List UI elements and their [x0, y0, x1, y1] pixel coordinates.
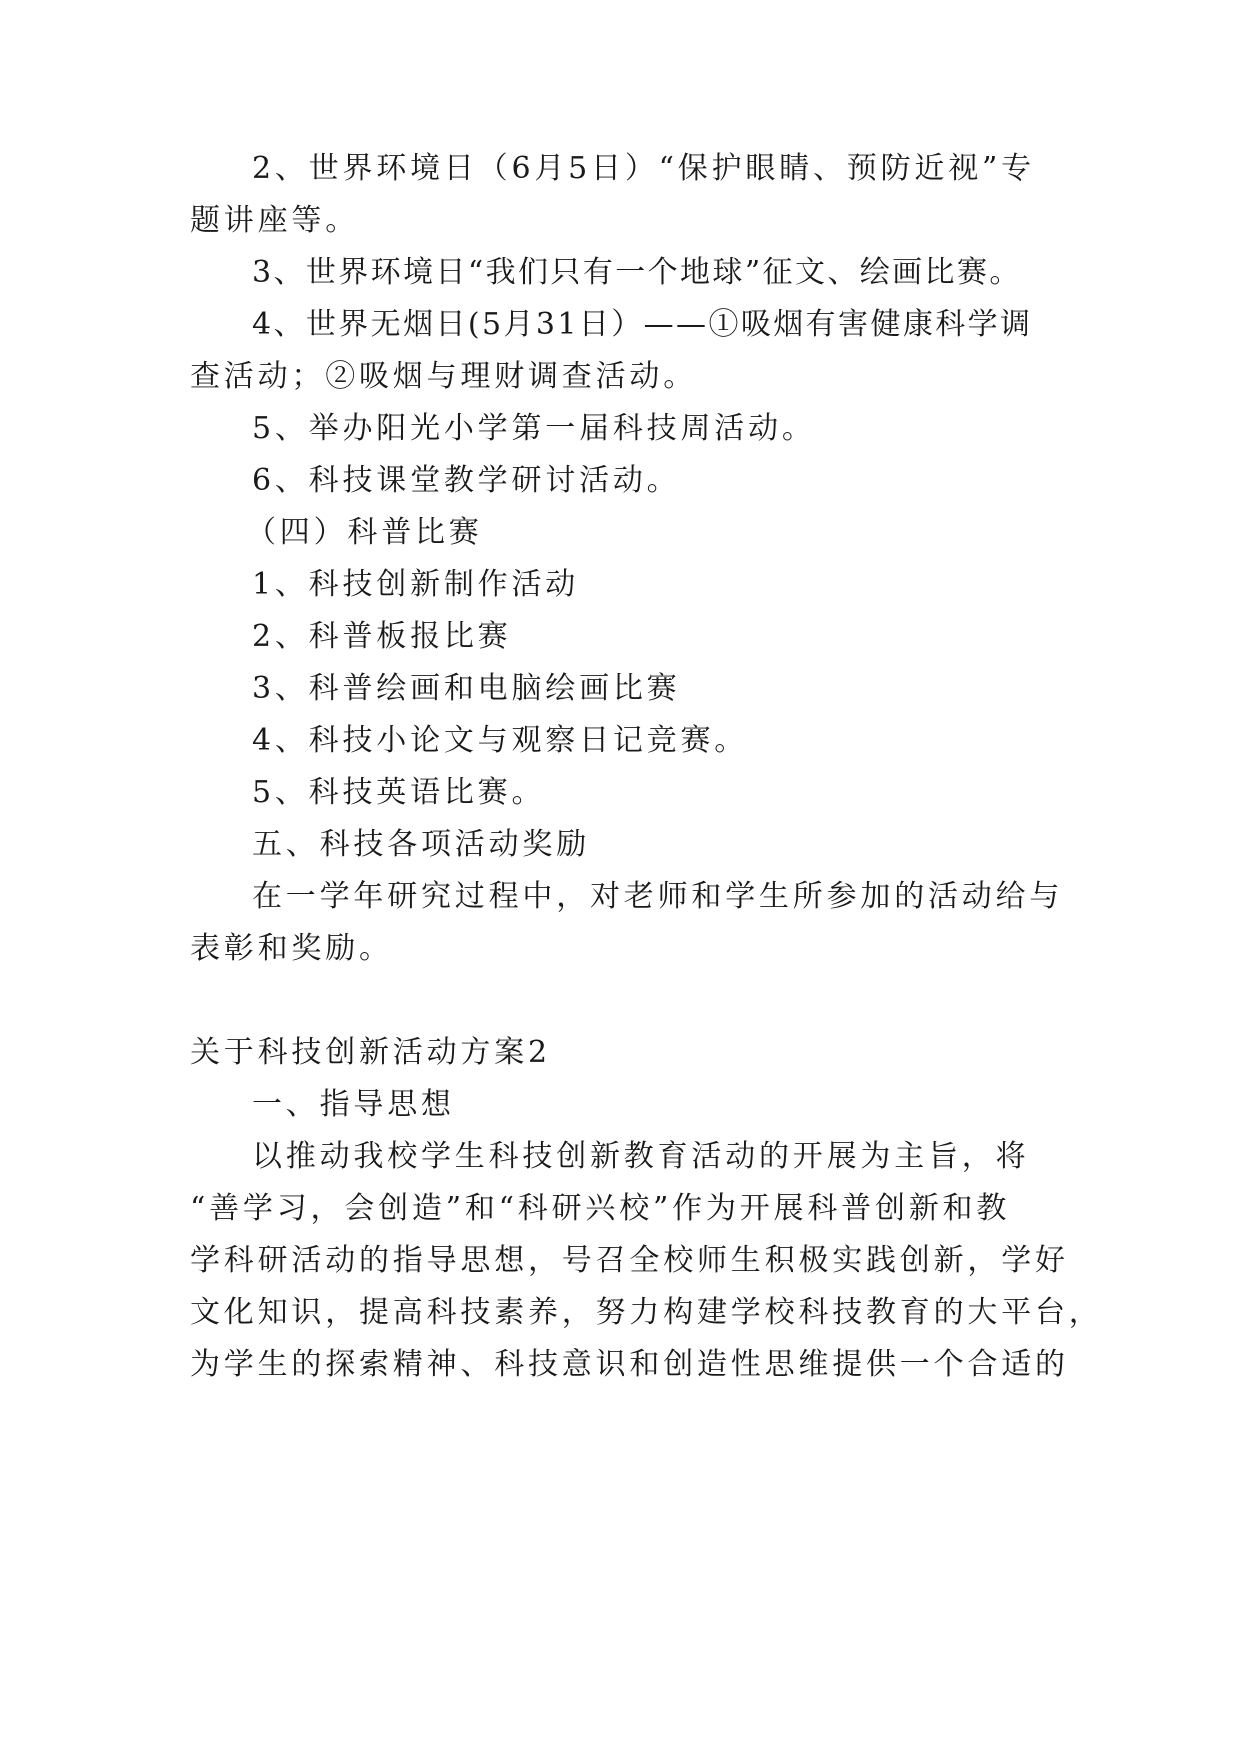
- activity-line-4a: 4、世界无烟日(5月31日）——①吸烟有害健康科学调: [252, 307, 1033, 342]
- guiding-body-line-5: 为学生的探索精神、科技意识和创造性思维提供一个合适的: [190, 1347, 1069, 1382]
- activity-line-4b: 查活动；②吸烟与理财调查活动。: [190, 359, 697, 394]
- guiding-body-line-3: 学科研活动的指导思想，号召全校师生积极实践创新，学好: [190, 1243, 1069, 1278]
- activity-line-2b: 题讲座等。: [190, 203, 359, 238]
- competition-item-1: 1、科技创新制作活动: [252, 567, 580, 602]
- activity-line-6: 6、科技课堂教学研讨活动。: [252, 463, 681, 498]
- activity-line-2a: 2、世界环境日（6月5日）“保护眼睛、预防近视”专: [252, 151, 1035, 186]
- section-five-body-line-2: 表彰和奖励。: [190, 931, 393, 966]
- activity-line-3: 3、世界环境日“我们只有一个地球”征文、绘画比赛。: [252, 255, 1022, 290]
- subheading-competitions: （四）科普比赛: [246, 515, 483, 550]
- activity-line-5: 5、举办阳光小学第一届科技周活动。: [252, 411, 816, 446]
- guiding-heading: 一、指导思想: [252, 1087, 455, 1122]
- section-five-heading: 五、科技各项活动奖励: [252, 827, 590, 862]
- guiding-body-line-2: “善学习，会创造”和“科研兴校”作为开展科普创新和教: [190, 1191, 1011, 1226]
- competition-item-3: 3、科普绘画和电脑绘画比赛: [252, 671, 681, 706]
- competition-item-4: 4、科技小论文与观察日记竞赛。: [252, 723, 749, 758]
- competition-item-2: 2、科普板报比赛: [252, 619, 512, 654]
- guiding-body-line-1: 以推动我校学生科技创新教育活动的开展为主旨，将: [252, 1139, 1030, 1174]
- plan-two-title: 关于科技创新活动方案2: [190, 1035, 551, 1070]
- section-five-body-line-1: 在一学年研究过程中，对老师和学生所参加的活动给与: [252, 879, 1064, 914]
- competition-item-5: 5、科技英语比赛。: [252, 775, 546, 810]
- guiding-body-line-4: 文化知识，提高科技素养，努力构建学校科技教育的大平台，: [190, 1295, 1103, 1330]
